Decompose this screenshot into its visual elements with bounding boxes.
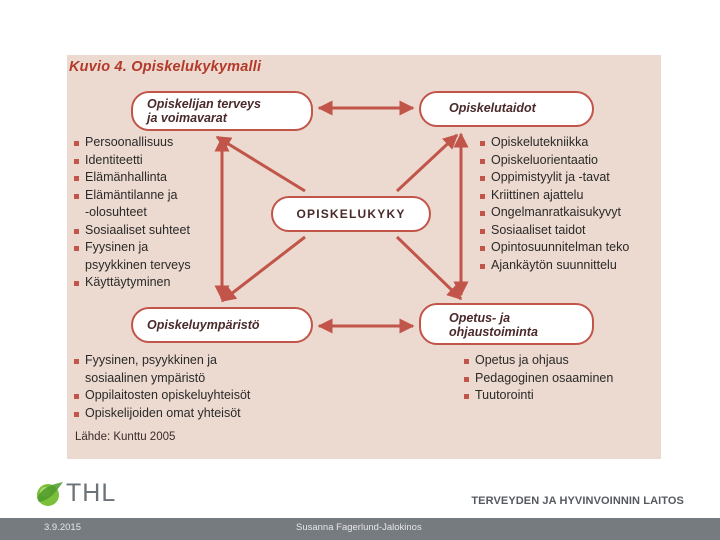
list-item: Opiskelutekniikka [479,134,661,152]
list-item: Persoonallisuus [73,134,223,152]
list-item: Ajankäytön suunnittelu [479,257,661,275]
list-item: Käyttäytyminen [73,274,223,292]
logo-text: THL [66,479,117,507]
box-study-skills [419,91,594,127]
box-health-label: Opiskelijan terveys ja voimavarat [147,97,261,125]
box-environment-label: Opiskeluympäristö [147,318,260,332]
teaching-list [463,352,653,405]
arrow-diag-bottom-left [222,237,305,301]
footer-date: 3.9.2015 [44,522,81,533]
list-item: Opiskelijoiden omat yhteisöt [73,405,273,423]
list-item: Elämäntilanne ja -olosuhteet [73,187,223,222]
center-label: OPISKELUKYKY [296,207,406,221]
arrow-diag-bottom-right [397,237,461,299]
box-study-environment [131,307,313,343]
list-item: Fyysinen, psyykkinen ja sosiaalinen ympäristö [73,352,273,387]
health-list [73,134,223,292]
list-item: Oppilaitosten opiskeluyhteisöt [73,387,273,405]
box-teaching-label: Opetus- ja ohjaustoiminta [449,311,538,339]
list-item: Opiskeluorientaatio [479,152,661,170]
box-study-ability [271,196,431,232]
list-item: Pedagoginen osaaminen [463,370,653,388]
list-item: Ongelmanratkaisukyvyt [479,204,661,222]
arrow-diag-top-right [397,135,457,191]
list-item: Fyysinen ja psyykkinen terveys [73,239,223,274]
list-item: Kriittinen ajattelu [479,187,661,205]
model-figure [67,55,661,459]
footer-author: Susanna Fagerlund-Jalokinos [296,522,422,533]
list-item: Opintosuunnitelman teko [479,239,661,257]
environment-list [73,352,273,422]
box-teaching-guidance [419,303,594,345]
box-health-resources [131,91,313,131]
list-item: Sosiaaliset suhteet [73,222,223,240]
figure-source: Lähde: Kunttu 2005 [75,431,176,443]
list-item: Elämänhallinta [73,169,223,187]
box-skills-label: Opiskelutaidot [449,101,536,115]
list-item: Opetus ja ohjaus [463,352,653,370]
list-item: Sosiaaliset taidot [479,222,661,240]
list-item: Oppimistyylit ja -tavat [479,169,661,187]
organization-name: TERVEYDEN JA HYVINVOINNIN LAITOS [471,495,684,507]
skills-list [479,134,661,274]
figure-title: Kuvio 4. Opiskelukykymalli [69,59,262,75]
list-item: Tuutorointi [463,387,653,405]
arrow-diag-top-left [217,137,305,191]
list-item: Identiteetti [73,152,223,170]
